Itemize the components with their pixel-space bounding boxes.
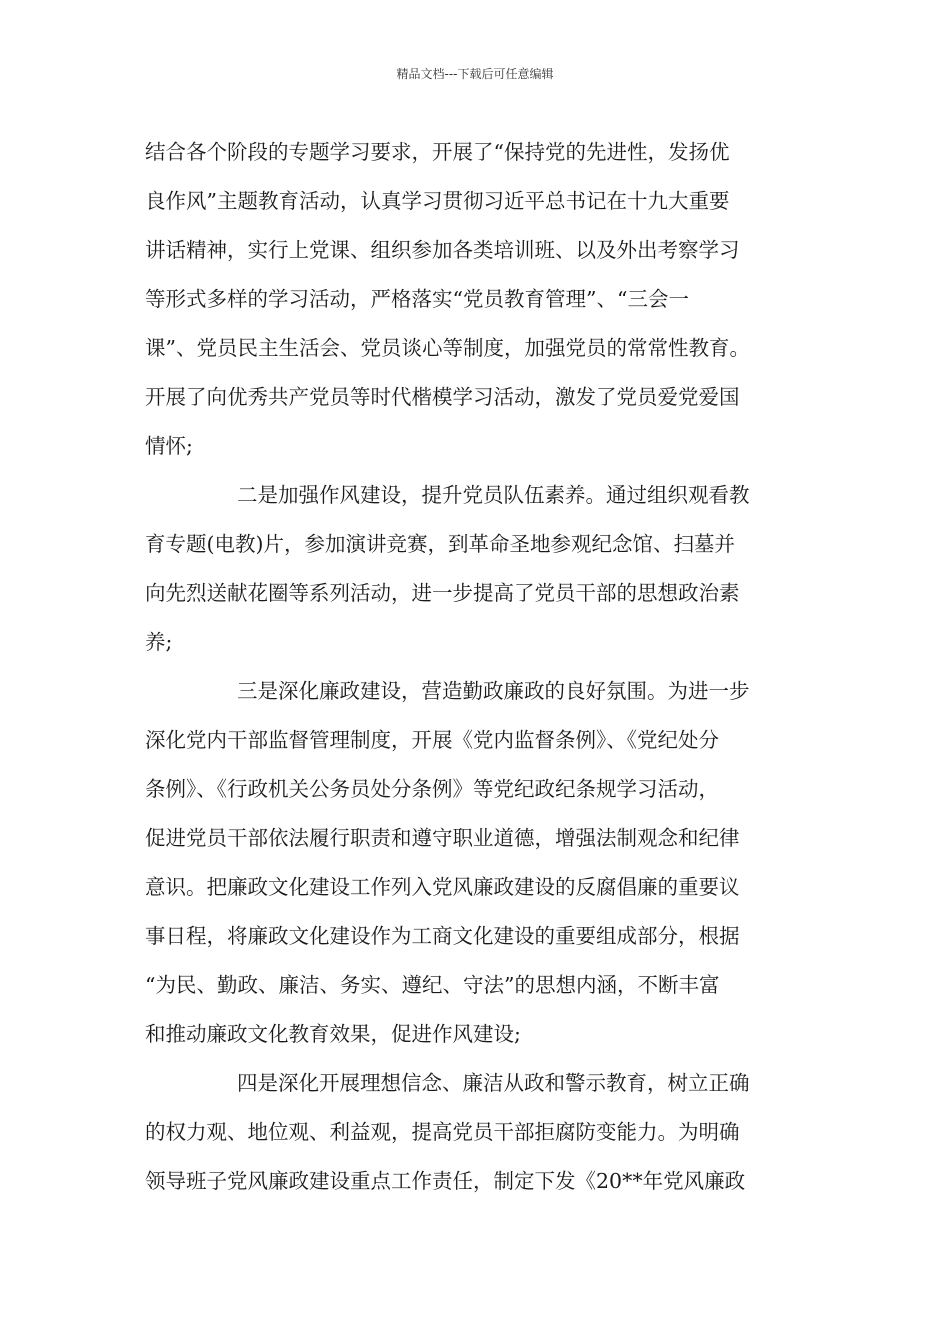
text-line: 养; xyxy=(145,630,173,654)
text-line: 二是加强作风建设，提升党员队伍素养。通过组织观看教 xyxy=(237,483,750,507)
text-line: 良作风”主题教育活动，认真学习贯彻习近平总书记在十九大重要 xyxy=(145,189,730,213)
paragraph-1 xyxy=(145,128,810,471)
text-line: 的权力观、地位观、利益观，提高党员干部拒腐防变能力。为明确 xyxy=(145,1120,740,1144)
paragraph-2 xyxy=(145,471,810,667)
text-line: 课”、党员民主生活会、党员谈心等制度，加强党员的常常性教育。 xyxy=(145,336,750,360)
document-body xyxy=(145,128,810,1206)
text-line: 领导班子党风廉政建设重点工作责任，制定下发《20**年党风廉政 xyxy=(145,1169,746,1193)
text-line: 事日程，将廉政文化建设作为工商文化建设的重要组成部分，根据 xyxy=(145,924,740,948)
text-line: 情怀; xyxy=(145,434,193,458)
text-line: 深化党内干部监督管理制度，开展《党内监督条例》、《党纪处分 xyxy=(145,728,719,752)
text-line: 条例》、《行政机关公务员处分条例》等党纪政纪条规学习活动， xyxy=(145,777,719,801)
paragraph-4 xyxy=(145,1059,810,1206)
page-header: 精品文档---下载后可任意编辑 xyxy=(396,67,554,81)
paragraph-3 xyxy=(145,667,810,1059)
text-line: 讲话精神，实行上党课、组织参加各类培训班、以及外出考察学习 xyxy=(145,238,740,262)
text-line: 育专题(电教)片，参加演讲竞赛，到革命圣地参观纪念馆、扫墓并 xyxy=(145,532,735,556)
text-line: 四是深化开展理想信念、廉洁从政和警示教育，树立正确 xyxy=(237,1071,750,1095)
text-line: 向先烈送献花圈等系列活动，进一步提高了党员干部的思想政治素 xyxy=(145,581,740,605)
text-line: 和推动廉政文化教育效果，促进作风建设; xyxy=(145,1022,521,1046)
text-line: 等形式多样的学习活动，严格落实“党员教育管理”、“三会一 xyxy=(145,287,689,311)
text-line: 促进党员干部依法履行职责和遵守职业道德，增强法制观念和纪律 xyxy=(145,826,740,850)
text-line: “为民、勤政、廉洁、务实、遵纪、守法”的思想内涵，不断丰富 xyxy=(145,973,720,997)
text-line: 三是深化廉政建设，营造勤政廉政的良好氛围。为进一步 xyxy=(237,679,750,703)
text-line: 意识。把廉政文化建设工作列入党风廉政建设的反腐倡廉的重要议 xyxy=(145,875,740,899)
text-line: 开展了向优秀共产党员等时代楷模学习活动，激发了党员爱党爱国 xyxy=(145,385,740,409)
text-line: 结合各个阶段的专题学习要求，开展了“保持党的先进性，发扬优 xyxy=(145,140,730,164)
